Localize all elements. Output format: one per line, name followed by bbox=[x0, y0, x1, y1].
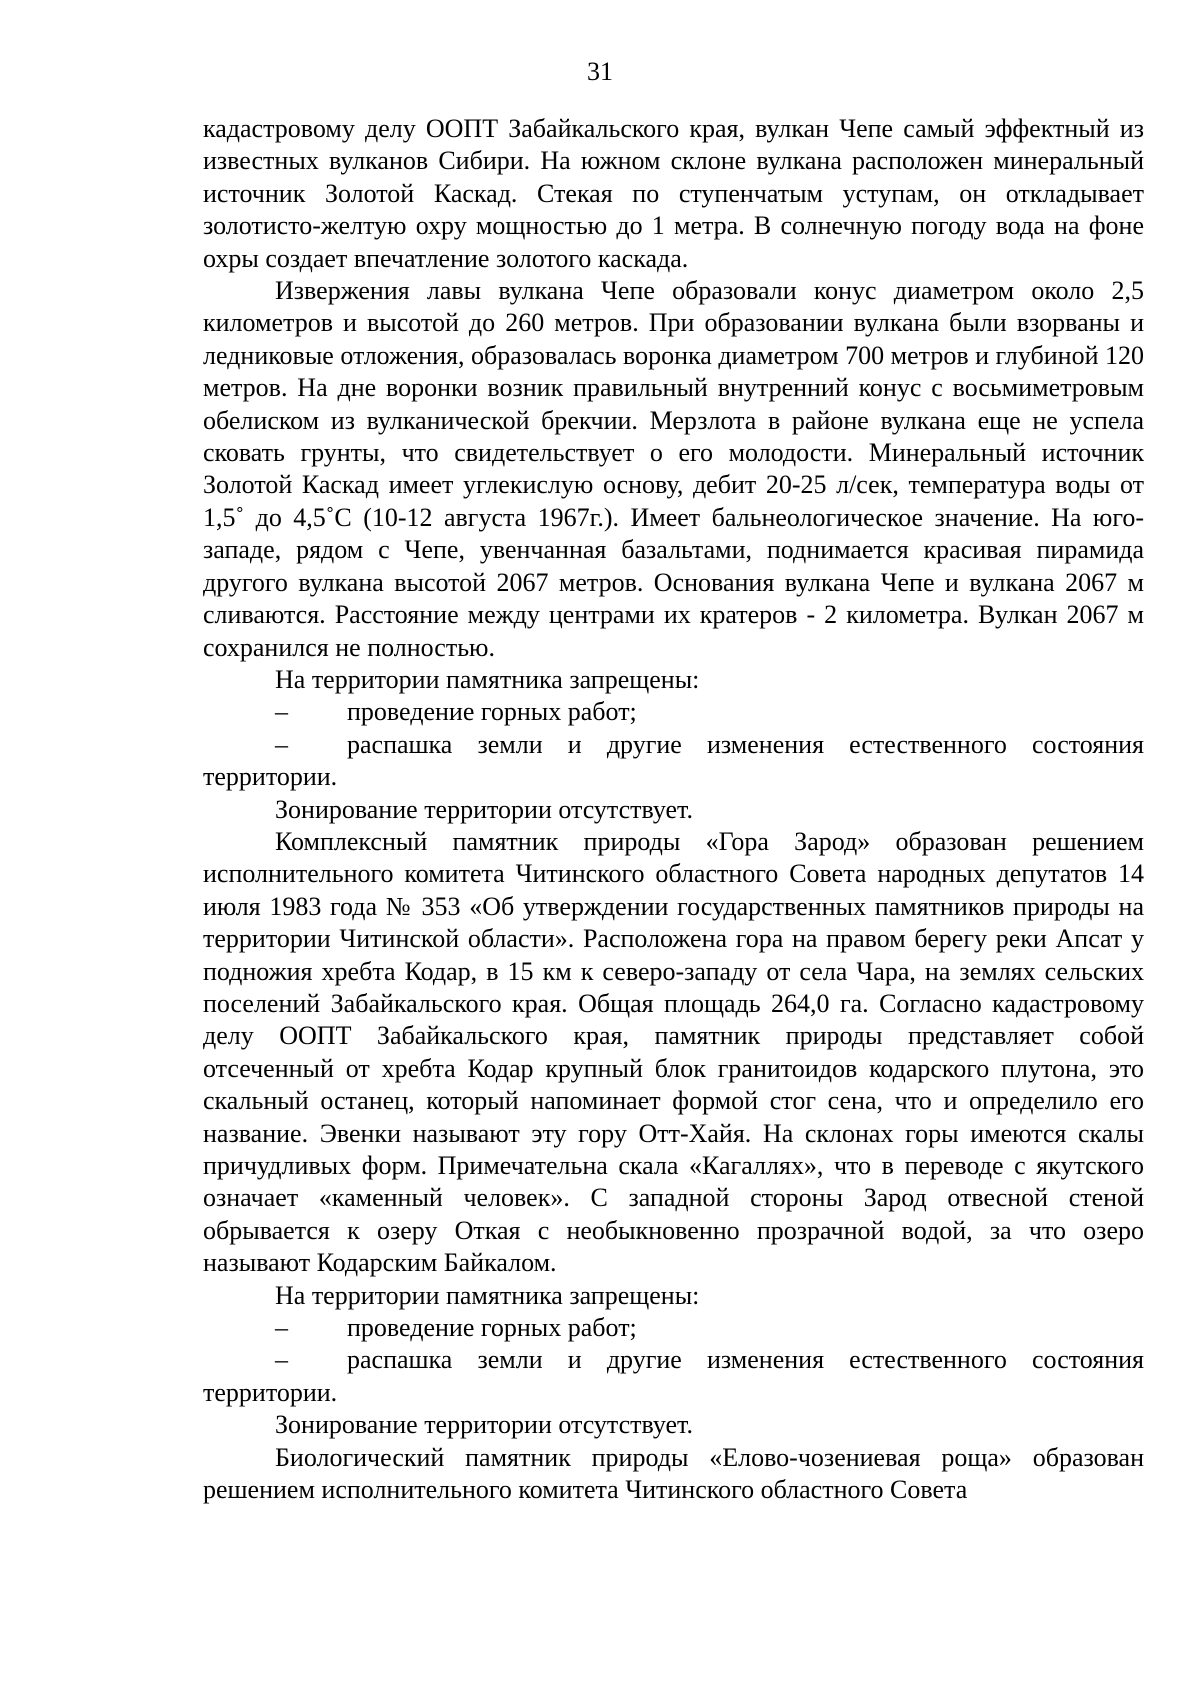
paragraph-chepe-eruptions: Извержения лавы вулкана Чепе образовали конус диаметром около 2,5 километров и высотой до 260 метров. При образовании вулкана были взорваны и ледниковые отложения, образовалась воронка диаметром 700 метров и глубиной 120 метров. На дне воронки возник правильный внутренний конус с восьмиметровым обелиском из вулканической брекчии. Мерзлота в районе вулкана еще не успела сковать грунты, что свидетельствует о его молодости. Минеральный источник Золотой Каскад имеет углекислую основу, дебит 20-25 л/сек, температура воды от 1,5˚ до 4,5˚С (10-12 августа 1967г.). Имеет бальнеологическое значение. На юго-западе, рядом с Чепе, увенчанная базальтами, поднимается красивая пирамида другого вулкана высотой 2067 метров. Основания вулкана Чепе и вулкана 2067 м сливаются. Расстояние между центрами их кратеров - 2 километра. Вулкан 2067 м сохранился не полностью. bbox=[203, 276, 1144, 662]
list-item-text: распашка земли и другие изменения естественного состояния территории. bbox=[203, 729, 1144, 792]
page-number: 31 bbox=[587, 57, 613, 86]
list-item-text: проведение горных работ; bbox=[347, 1313, 637, 1343]
paragraph-zarod: Комплексный памятник природы «Гора Зарод» образован решением исполнительного комитета Читинского областного Совета народных депутатов 14 июля 1983 года № 353 «Об утверждении государственных памятников природы на территории Читинской области». Расположена гора на правом берегу реки Апсат у подножия хребта Кодар, в 15 км к северо-западу от села Чара, на землях сельских поселений Забайкальского края. Общая площадь 264,0 га. Согласно кадастровому делу ООПТ Забайкальского края, памятник природы представляет собой отсеченный от хребта Кодар крупный блок гранитоидов кодарского плутона, это скальный останец, который напоминает формой стог сена, что и определило его название. Эвенки называют эту гору Отт-Хайя. На склонах горы имеются скалы причудливых форм. Примечательна скала «Кагаллях», что в переводе с якутского означает «каменный человек». С западной стороны Зарод отвесной стеной обрывается к озеру Откая с необыкновенно прозрачной водой, за что озеро называют Кодарским Байкалом. bbox=[203, 826, 1144, 1278]
paragraph-prohibitions-heading: На территории памятника запрещены: bbox=[275, 1280, 700, 1310]
list-item-text: распашка земли и другие изменения естественного состояния территории. bbox=[203, 1345, 1144, 1407]
list-item-plowing bbox=[203, 1344, 1144, 1409]
list-item-mining bbox=[203, 1312, 1144, 1344]
paragraph-prohibitions-heading: На территории памятника запрещены: bbox=[275, 664, 700, 694]
list-item-text: проведение горных работ; bbox=[347, 697, 637, 727]
list-dash: – bbox=[275, 697, 288, 727]
paragraph-grove: Биологический памятник природы «Елово-чозениевая роща» образован решением исполнительного комитета Читинского областного Совета bbox=[203, 1442, 1144, 1505]
paragraph-zoning: Зонирование территории отсутствует. bbox=[275, 794, 693, 824]
list-item-plowing bbox=[203, 729, 1144, 794]
list-item-mining bbox=[203, 696, 1144, 728]
list-dash: – bbox=[275, 729, 288, 759]
paragraph-chepe-intro: кадастровому делу ООПТ Забайкальского края, вулкан Чепе самый эффектный из известных вулканов Сибири. На южном склоне вулкана расположен минеральный источник Золотой Каскад. Стекая по ступенчатым уступам, он откладывает золотисто-желтую охру мощностью до 1 метра. В солнечную погоду вода на фоне охры создает впечатление золотого каскада. bbox=[203, 114, 1144, 273]
document-body bbox=[203, 113, 1144, 1506]
list-dash: – bbox=[275, 1345, 288, 1375]
paragraph-zoning: Зонирование территории отсутствует. bbox=[275, 1410, 693, 1440]
list-dash: – bbox=[275, 1313, 288, 1343]
